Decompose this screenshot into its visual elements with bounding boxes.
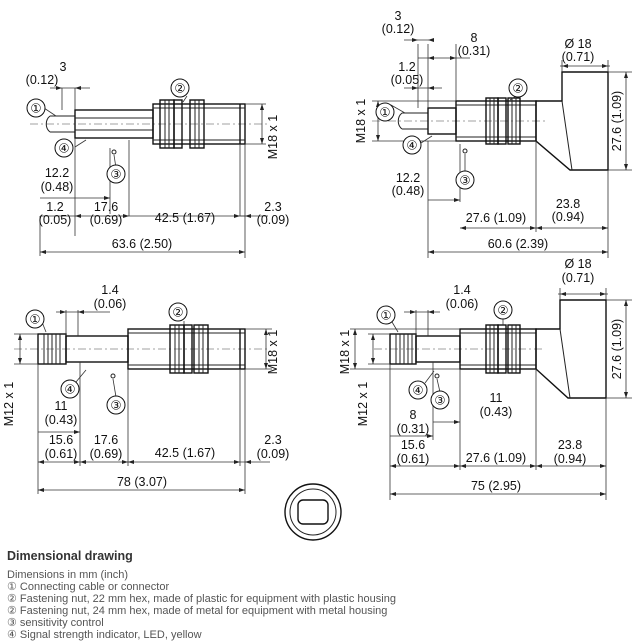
view-angled-connector: [338, 257, 632, 500]
dim-label: (0.71): [561, 50, 595, 64]
dim-label: 15.6: [48, 433, 74, 447]
thread-label: M18 x 1: [266, 329, 280, 375]
front-face-view: [285, 484, 341, 540]
dim-label: (0.43): [44, 413, 78, 427]
dim-label: 27.6 (1.09): [465, 211, 527, 225]
dim-label: (0.31): [396, 422, 430, 436]
dim-label: 2.3: [264, 433, 282, 447]
dim-label: 12.2: [395, 171, 421, 185]
thread-label: M12 x 1: [2, 381, 16, 427]
dim-label: 1.2: [398, 60, 416, 74]
legend-line-3: ③ sensitivity control: [7, 617, 104, 629]
callout-1: ①: [30, 101, 42, 116]
dim-label: Ø 18: [564, 37, 592, 51]
callout-4: ④: [58, 141, 70, 156]
dim-label: (0.31): [457, 44, 491, 58]
dim-label: 78 (3.07): [116, 475, 168, 489]
view-angled-cable: [354, 9, 632, 258]
dim-label: 60.6 (2.39): [487, 237, 549, 251]
dim-label: (0.09): [256, 213, 290, 227]
dim-label: 3: [394, 9, 402, 23]
callout-1: ①: [380, 308, 392, 323]
legend-line-2b: ② Fastening nut, 24 mm hex, made of metal for equipment with metal housing: [7, 605, 388, 617]
dim-label: (0.61): [44, 447, 78, 461]
dim-label: 63.6 (2.50): [111, 237, 173, 251]
dim-label: (0.48): [391, 184, 425, 198]
legend-line-2a: ② Fastening nut, 22 mm hex, made of plastic for equipment with plastic housing: [7, 593, 396, 605]
dim-label: 42.5 (1.67): [154, 211, 216, 225]
callout-1: ①: [29, 312, 41, 327]
dim-label: 15.6: [400, 438, 426, 452]
dim-label: (0.12): [381, 22, 415, 36]
thread-label: M18 x 1: [266, 114, 280, 160]
callout-3: ③: [110, 167, 122, 182]
legend-line-units: Dimensions in mm (inch): [7, 569, 129, 581]
dim-label: 23.8: [555, 197, 581, 211]
legend-line-1: ① Connecting cable or connector: [7, 581, 170, 593]
dim-label: 17.6: [93, 433, 119, 447]
thread-label: M18 x 1: [338, 329, 352, 375]
dim-label: (0.05): [390, 73, 424, 87]
dim-label: 27.6 (1.09): [610, 90, 624, 152]
view-straight-connector: [2, 283, 289, 494]
callout-2: ②: [172, 305, 184, 320]
dim-label: 1.2: [46, 200, 64, 214]
thread-label: M12 x 1: [356, 381, 370, 427]
callout-3: ③: [110, 398, 122, 413]
callout-3: ③: [434, 393, 446, 408]
dim-label: 11: [54, 399, 68, 413]
callout-1: ①: [379, 105, 391, 120]
dim-label: (0.09): [256, 447, 290, 461]
dim-label: 27.6 (1.09): [610, 318, 624, 380]
callout-2: ②: [174, 81, 186, 96]
callout-2: ②: [497, 303, 509, 318]
callout-3: ③: [459, 173, 471, 188]
dim-label: 27.6 (1.09): [465, 451, 527, 465]
dim-label: (0.69): [89, 447, 123, 461]
thread-label: M18 x 1: [354, 98, 368, 144]
dim-label: 1.4: [101, 283, 119, 297]
dim-label: (0.12): [25, 73, 59, 87]
dim-label: (0.06): [445, 297, 479, 311]
dim-label: (0.06): [93, 297, 127, 311]
dim-label: 11: [489, 391, 503, 405]
dim-label: 75 (2.95): [470, 479, 522, 493]
dim-label: 23.8: [557, 438, 583, 452]
dim-label: 1.4: [453, 283, 471, 297]
legend-title: Dimensional drawing: [7, 549, 133, 563]
dim-label: 3: [59, 60, 67, 74]
dim-label: (0.05): [38, 213, 72, 227]
callout-4: ④: [406, 138, 418, 153]
callout-4: ④: [412, 383, 424, 398]
dim-label: 12.2: [44, 166, 70, 180]
legend-line-4: ④ Signal strength indicator, LED, yellow: [7, 629, 202, 641]
legend: [7, 549, 633, 641]
dim-label: 8: [409, 408, 417, 422]
dim-label: (0.43): [479, 405, 513, 419]
dim-label: 17.6: [93, 200, 119, 214]
view-straight-cable: [26, 60, 290, 258]
dim-label: (0.94): [553, 452, 587, 466]
dim-label: 8: [470, 31, 478, 45]
dim-label: (0.61): [396, 452, 430, 466]
dim-label: 42.5 (1.67): [154, 446, 216, 460]
callout-4: ④: [64, 382, 76, 397]
dim-label: (0.71): [561, 271, 595, 285]
dim-label: Ø 18: [564, 257, 592, 271]
dim-label: (0.69): [89, 213, 123, 227]
callout-2: ②: [512, 81, 524, 96]
dim-label: (0.48): [40, 180, 74, 194]
dim-label: 2.3: [264, 200, 282, 214]
dim-label: (0.94): [551, 210, 585, 224]
